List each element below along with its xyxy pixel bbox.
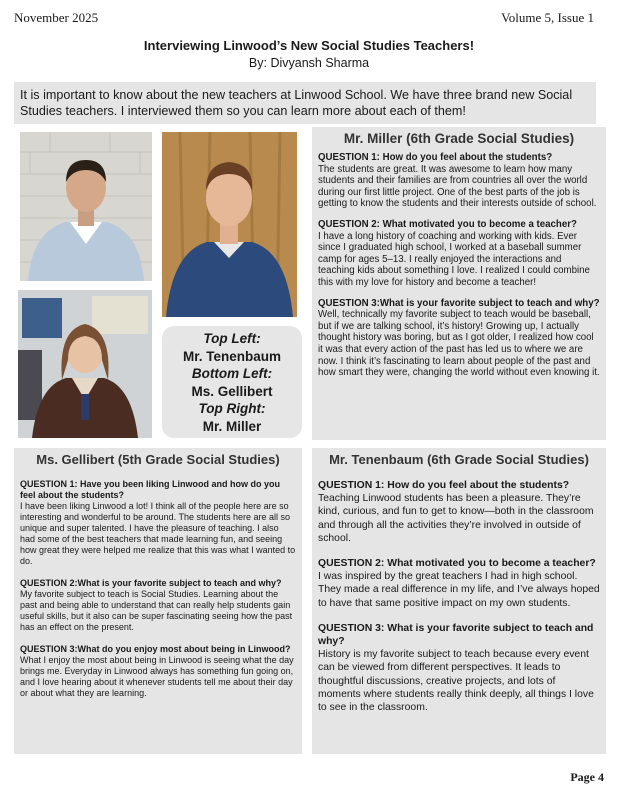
gellibert-question-2: QUESTION 2:What is your favorite subject to teach and why?: [20, 578, 282, 588]
miller-answer-1: The students are great. It was awesome to learn how many students and their families are from countries all over the world during our first little project. One of the best parts of the job is getting to know the students and their interests outside of school.: [318, 163, 597, 210]
caption-bottom-left-name: Ms. Gellibert: [191, 383, 273, 399]
miller-question-3: QUESTION 3:What is your favorite subject to teach and why?: [318, 297, 600, 309]
article-intro: It is important to know about the new teachers at Linwood School. We have three brand new Social Studies teachers. I interviewed them so you can learn more about each of them!: [14, 82, 596, 124]
miller-question-2: QUESTION 2: What motivated you to become a teacher?: [318, 218, 577, 230]
newsletter-date: November 2025: [14, 10, 99, 25]
tenenbaum-heading: Mr. Tenenbaum (6th Grade Social Studies): [329, 452, 589, 467]
miller-heading: Mr. Miller (6th Grade Social Studies): [343, 131, 575, 146]
gellibert-heading: Ms. Gellibert (5th Grade Social Studies): [36, 452, 280, 467]
miller-question-1: QUESTION 1: How do you feel about the students?: [318, 152, 553, 163]
photo-caption: [162, 326, 302, 438]
tenenbaum-answer-1: Teaching Linwood students has been a pleasure. They’re kind, curious, and fun to get to know—both in the classroom and through all the activities they’re involved in outside of school.: [318, 493, 594, 544]
tenenbaum-question-2: QUESTION 2: What motivated you to become a teacher?: [318, 558, 596, 570]
gellibert-question-3: QUESTION 3:What do you enjoy most about being in Linwood?: [20, 644, 291, 654]
miller-answer-2: I have a long history of coaching and working with kids. Ever since I graduated high school, I worked at a baseball summer camp for ages 5–13. I really enjoyed the interactions and teaching kids about something I love. I realized I could combine this with my love for history and become a teacher!: [318, 230, 590, 288]
caption-top-left-label: Top Left:: [203, 331, 261, 346]
tenenbaum-question-1: QUESTION 1: How do you feel about the students?: [318, 480, 570, 491]
tenenbaum-question-3: QUESTION 3: What is your favorite subject to teach and why?: [318, 622, 594, 648]
tenenbaum-answer-3: History is my favorite subject to teach because every event can be viewed from different perspectives. It leads to thoughtful discussions, creative projects, and lots of moments where students really think deeply, all things I love to see in the classroom.: [318, 649, 594, 714]
photo-miller: [162, 132, 297, 317]
gellibert-answer-3: What I enjoy the most about being in Linwood is seeing what the day brings me. Everyday in Linwood always has something fun going on, and I love hearing about it whenever students tell me about their day or about what they are learning.: [20, 655, 294, 698]
caption-top-right-label: Top Right:: [198, 401, 266, 416]
photo-tenenbaum: [20, 132, 152, 281]
miller-interview-panel: [312, 127, 606, 440]
gellibert-answer-2: My favorite subject to teach is Social Studies. Learning about the past and being able to understand that can really help students gain useful skills, but it also can be super fascinating seeing how the past has an effect on the present.: [20, 589, 293, 632]
article-title: Interviewing Linwood’s New Social Studies Teachers!: [143, 38, 475, 53]
page-number: Page 4: [570, 770, 604, 784]
caption-top-right-name: Mr. Miller: [202, 418, 262, 434]
miller-answer-3: Well, technically my favorite subject to teach would be baseball, but if we are talking school, it’s history! Growing up, I actually thought history was boring, but as I got older, I realized how cool it was that every action of the past has led us to where we are now. I think it’s fascinating to learn about people of the past and how smart they were, changing the world without even knowing it.: [318, 309, 600, 379]
gellibert-interview-panel: [14, 448, 302, 754]
photo-gellibert: [18, 290, 152, 438]
gellibert-question-1: QUESTION 1: Have you been liking Linwood and how do you feel about the students?: [20, 479, 281, 500]
tenenbaum-interview-panel: [312, 448, 606, 754]
caption-bottom-left-label: Bottom Left:: [191, 366, 273, 381]
gellibert-answer-1: I have been liking Linwood a lot! I think all of the people here are so interesting and wonderful to be around. The students here are all so unique and super talented. I have the pleasure of teaching. I also had some of the best teachers that made learning fun, and seeing how great they were helped me realize that this was what I wanted to do.: [20, 501, 296, 566]
caption-top-left-name: Mr. Tenenbaum: [182, 348, 281, 364]
newsletter-volume: Volume 5, Issue 1: [501, 10, 594, 25]
article-byline: By: Divyansh Sharma: [248, 56, 370, 70]
tenenbaum-answer-2: I was inspired by the great teachers I had in high school. They made a real difference in my life, and I’ve always hoped to have that same positive impact on my own students.: [318, 571, 600, 609]
